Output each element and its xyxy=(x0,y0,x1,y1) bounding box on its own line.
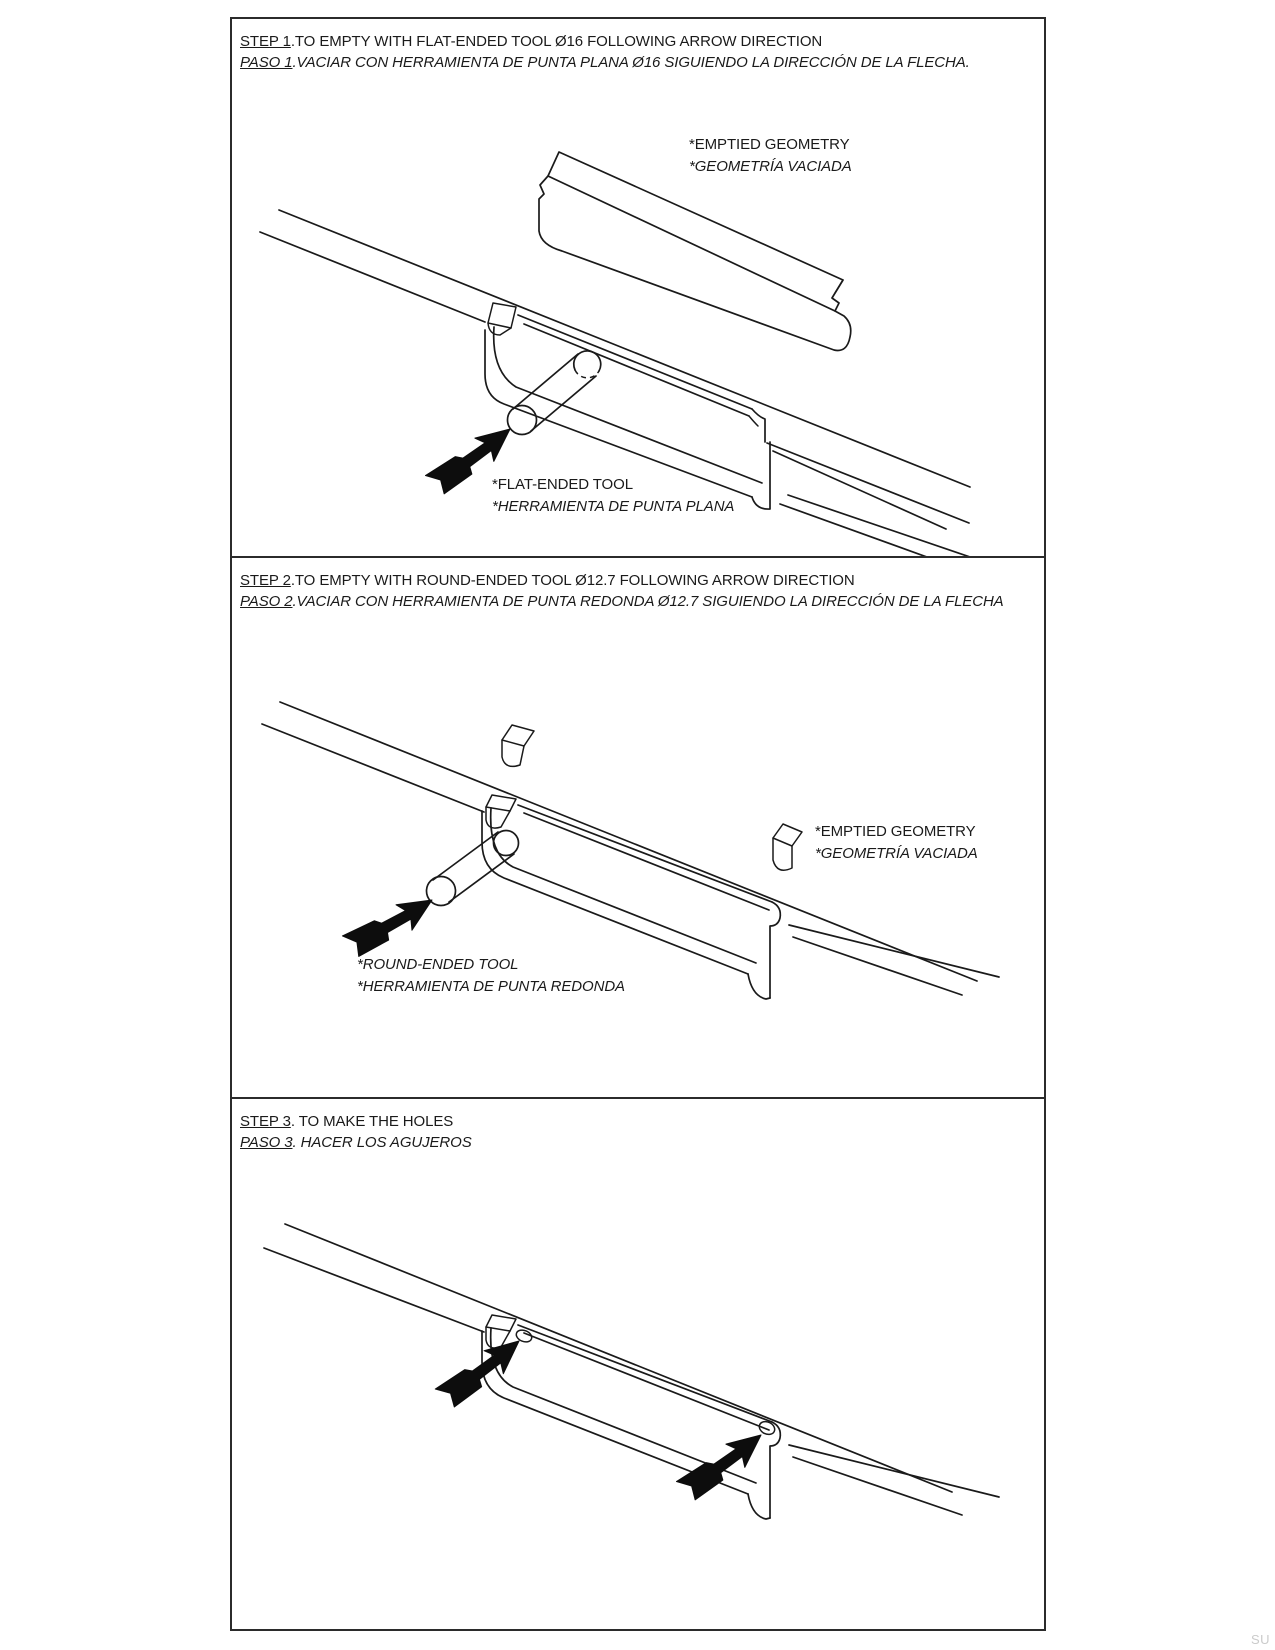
panel-step-1 xyxy=(232,19,1044,556)
step1-label: STEP 1 xyxy=(240,33,291,50)
panel-step-2 xyxy=(232,556,1044,1097)
step3-text: . TO MAKE THE HOLES xyxy=(290,1113,454,1130)
emptied-geometry-en: *EMPTIED GEOMETRY xyxy=(815,823,976,840)
tool-label xyxy=(492,474,734,518)
step2-title-es xyxy=(240,591,1004,612)
paso3-text: . HACER LOS AGUJEROS xyxy=(292,1134,472,1151)
board-edge-right xyxy=(789,925,999,977)
emptied-geometry-label xyxy=(689,134,852,178)
board-bottom-edge xyxy=(780,504,1010,556)
tool-label-en: *ROUND-ENDED TOOL xyxy=(357,956,519,973)
groove-pocket-bottom xyxy=(748,1494,770,1519)
board-edge-right xyxy=(789,1445,999,1497)
tool-label-es: *HERRAMIENTA DE PUNTA REDONDA xyxy=(357,978,625,995)
paso3-label: PASO 3 xyxy=(240,1134,293,1151)
step1-title-es xyxy=(240,52,970,73)
step2-header xyxy=(240,570,1004,612)
board-top-edge xyxy=(279,210,970,487)
direction-arrow-right xyxy=(676,1422,770,1507)
step3-header xyxy=(240,1111,472,1153)
paso2-label: PASO 2 xyxy=(240,593,293,610)
step1-header xyxy=(240,31,970,73)
board-edge-right-2 xyxy=(793,937,962,995)
groove-opening-edge xyxy=(518,805,772,902)
board-bottom-edge-2 xyxy=(788,495,1017,556)
step1-title-en xyxy=(240,31,970,52)
groove-step-inner xyxy=(749,416,758,426)
round-ended-tool xyxy=(427,831,519,906)
step3-title-es xyxy=(240,1132,472,1153)
groove-opening-inner-edge xyxy=(524,813,769,910)
emptied-slab xyxy=(539,152,851,350)
groove-outline-inner xyxy=(491,808,756,963)
emptied-chip-left xyxy=(502,725,534,766)
step3-label: STEP 3 xyxy=(240,1113,291,1130)
panel-step-3 xyxy=(232,1097,1044,1629)
board-edge-right-2 xyxy=(773,451,946,529)
step2-text: .TO EMPTY WITH ROUND-ENDED TOOL Ø12.7 FOLLOWING ARROW DIRECTION xyxy=(290,572,855,589)
direction-arrow xyxy=(342,886,440,963)
step2-label: STEP 2 xyxy=(240,572,291,589)
watermark: SU xyxy=(1251,1632,1271,1647)
drawing-frame xyxy=(230,17,1046,1631)
emptied-geometry-en: *EMPTIED GEOMETRY xyxy=(689,136,850,153)
emptied-chip-right xyxy=(773,824,802,870)
groove-opening-inner-edge xyxy=(524,324,749,416)
board-front-top-edge xyxy=(260,232,485,322)
paso1-text: .VACIAR CON HERRAMIENTA DE PUNTA PLANA Ø16 SIGUIENDO LA DIRECCIÓN DE LA FLECHA. xyxy=(292,54,970,71)
emptied-geometry-label xyxy=(815,821,978,865)
step1-text: .TO EMPTY WITH FLAT-ENDED TOOL Ø16 FOLLOWING ARROW DIRECTION xyxy=(290,33,823,50)
groove-pocket-right xyxy=(770,1422,780,1518)
paso2-text: .VACIAR CON HERRAMIENTA DE PUNTA REDONDA Ø12.7 SIGUIENDO LA DIRECCIÓN DE LA FLECHA xyxy=(292,593,1004,610)
groove-opening-edge xyxy=(518,1325,772,1422)
hole-right xyxy=(757,1419,777,1437)
groove-opening-inner-edge xyxy=(524,1333,769,1430)
emptied-geometry-es: *GEOMETRÍA VACIADA xyxy=(689,158,852,175)
groove-tab xyxy=(488,303,516,335)
groove-outline-inner xyxy=(491,1328,756,1483)
tool-label-en: *FLAT-ENDED TOOL xyxy=(492,476,633,493)
step3-drawing xyxy=(232,1099,1044,1629)
tool-label xyxy=(357,954,625,998)
paso1-label: PASO 1 xyxy=(240,54,293,71)
step2-title-en xyxy=(240,570,1004,591)
tool-label-es: *HERRAMIENTA DE PUNTA PLANA xyxy=(492,498,735,515)
groove-pocket xyxy=(752,442,770,509)
groove-opening-edge xyxy=(518,315,752,409)
board-top-edge xyxy=(285,1224,952,1492)
step3-title-en xyxy=(240,1111,472,1132)
emptied-geometry-es: *GEOMETRÍA VACIADA xyxy=(815,845,978,862)
groove-pocket-right xyxy=(770,902,780,998)
board-front-top-edge xyxy=(262,724,484,812)
groove-pocket-bottom xyxy=(748,974,770,999)
